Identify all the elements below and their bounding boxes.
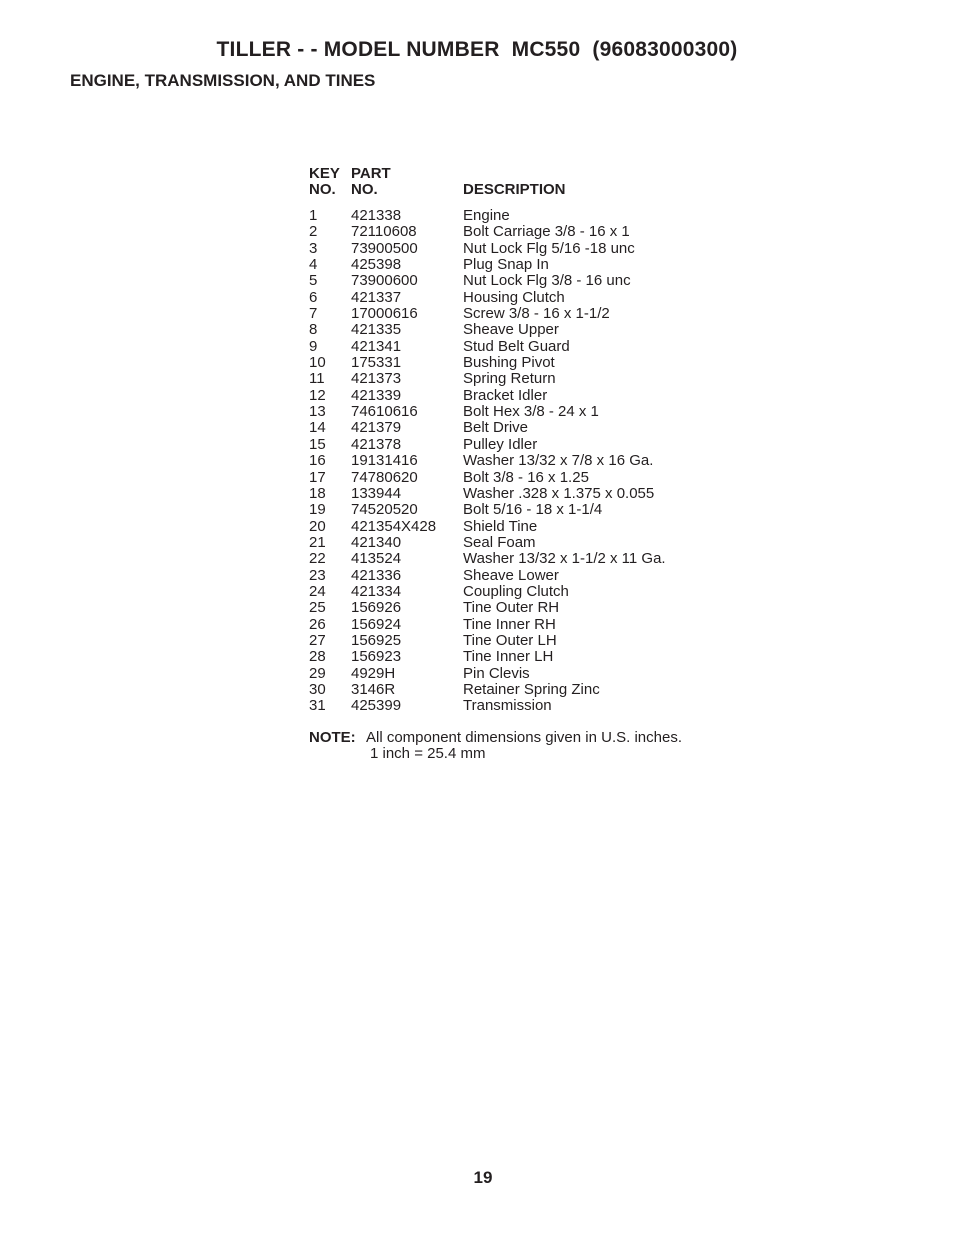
description: Screw 3/8 - 16 x 1-1/2 <box>463 305 610 323</box>
part-no: 421338 <box>351 207 402 224</box>
description: Stud Belt Guard <box>463 337 570 355</box>
description: Transmission <box>463 697 552 715</box>
part-no: 421336 <box>351 566 402 584</box>
part-no: 421378 <box>351 435 402 453</box>
description: Retainer Spring Zinc <box>463 680 600 698</box>
note-label: NOTE: <box>309 729 356 746</box>
description: Bracket Idler <box>463 386 548 404</box>
note-line1: All component dimensions given in U.S. inches. <box>366 729 682 746</box>
part-no: 156926 <box>351 599 402 617</box>
key-no: 8 <box>309 321 318 339</box>
key-no: 13 <box>309 403 326 421</box>
part-no: 413524 <box>351 550 402 568</box>
description: Sheave Lower <box>463 566 559 584</box>
description: Pin Clevis <box>463 664 530 682</box>
part-no: 421335 <box>351 321 402 339</box>
key-no: 4 <box>309 256 318 274</box>
part-no: 421337 <box>351 288 402 306</box>
key-no: 30 <box>309 680 326 698</box>
key-no: 27 <box>309 631 326 649</box>
description-header: DESCRIPTION <box>463 181 566 198</box>
part-no: 74780620 <box>351 468 418 486</box>
part-no: 425399 <box>351 697 402 715</box>
description: Bolt 3/8 - 16 x 1.25 <box>463 468 589 486</box>
part-no: 156925 <box>351 631 402 649</box>
part-no: 74520520 <box>351 501 418 519</box>
key-header-line2: NO. <box>309 181 336 198</box>
part-no: 74610616 <box>351 403 418 421</box>
key-no: 12 <box>309 386 326 404</box>
description: Washer .328 x 1.375 x 0.055 <box>463 484 655 502</box>
part-no: 421339 <box>351 386 402 404</box>
part-no: 73900600 <box>351 272 418 290</box>
description: Pulley Idler <box>463 435 538 453</box>
description: Nut Lock Flg 3/8 - 16 unc <box>463 272 631 290</box>
part-no: 421373 <box>351 370 402 388</box>
part-no: 156924 <box>351 615 402 633</box>
part-no: 421340 <box>351 533 402 551</box>
part-no: 17000616 <box>351 305 418 323</box>
description: Housing Clutch <box>463 288 565 306</box>
key-no: 19 <box>309 501 326 519</box>
description: Washer 13/32 x 1-1/2 x 11 Ga. <box>463 550 666 568</box>
part-header-line1: PART <box>351 165 391 182</box>
section-title: ENGINE, TRANSMISSION, AND TINES <box>70 71 376 90</box>
part-no: 4929H <box>351 664 396 682</box>
key-no: 11 <box>309 370 325 388</box>
part-no: 425398 <box>351 256 402 274</box>
key-no: 5 <box>309 272 318 290</box>
description: Spring Return <box>463 370 556 388</box>
description: Bolt 5/16 - 18 x 1-1/4 <box>463 501 603 519</box>
part-no: 72110608 <box>351 223 417 241</box>
part-no: 73900500 <box>351 239 418 257</box>
part-no: 19131416 <box>351 452 418 470</box>
key-no: 6 <box>309 288 318 306</box>
key-no: 28 <box>309 648 326 666</box>
key-no: 21 <box>309 533 326 551</box>
key-no: 1 <box>309 207 318 224</box>
description: Bolt Hex 3/8 - 24 x 1 <box>463 403 599 421</box>
part-no: 421354X428 <box>351 517 437 535</box>
description: Engine <box>463 207 510 224</box>
part-no: 421334 <box>351 582 402 600</box>
key-no: 24 <box>309 582 326 600</box>
key-no: 23 <box>309 566 326 584</box>
key-no: 7 <box>309 305 318 323</box>
description: Sheave Upper <box>463 321 559 339</box>
key-no: 14 <box>309 419 326 437</box>
description: Tine Outer LH <box>463 631 557 649</box>
part-no: 421379 <box>351 419 402 437</box>
key-no: 20 <box>309 517 326 535</box>
part-no: 3146R <box>351 680 396 698</box>
key-no: 17 <box>309 468 326 486</box>
description: Tine Outer RH <box>463 599 560 617</box>
description: Tine Inner RH <box>463 615 556 633</box>
key-no: 18 <box>309 484 326 502</box>
part-no: 133944 <box>351 484 402 502</box>
key-no: 26 <box>309 615 326 633</box>
description: Bushing Pivot <box>463 354 555 372</box>
key-no: 29 <box>309 664 326 682</box>
key-no: 15 <box>309 435 326 453</box>
description: Plug Snap In <box>463 256 549 274</box>
note-line2: 1 inch = 25.4 mm <box>370 745 486 762</box>
description: Bolt Carriage 3/8 - 16 x 1 <box>463 223 630 241</box>
description: Washer 13/32 x 7/8 x 16 Ga. <box>463 452 654 470</box>
description: Shield Tine <box>463 517 538 535</box>
description: Coupling Clutch <box>463 582 569 600</box>
page-title: TILLER - - MODEL NUMBER MC550 (96083000300) <box>216 38 738 61</box>
description: Seal Foam <box>463 533 536 551</box>
key-no: 31 <box>309 697 326 715</box>
key-no: 3 <box>309 239 318 257</box>
page-number: 19 <box>473 1168 493 1187</box>
key-no: 22 <box>309 550 326 568</box>
key-no: 10 <box>309 354 326 372</box>
part-no: 175331 <box>351 354 402 372</box>
key-no: 2 <box>309 223 318 241</box>
part-no: 156923 <box>351 648 402 666</box>
description: Nut Lock Flg 5/16 -18 unc <box>463 239 635 257</box>
key-no: 25 <box>309 599 326 617</box>
part-no: 421341 <box>351 337 402 355</box>
key-no: 16 <box>309 452 326 470</box>
part-header-line2: NO. <box>351 181 378 198</box>
key-header-line1: KEY <box>309 165 340 182</box>
key-no: 9 <box>309 337 318 355</box>
description: Tine Inner LH <box>463 648 554 666</box>
description: Belt Drive <box>463 419 529 437</box>
